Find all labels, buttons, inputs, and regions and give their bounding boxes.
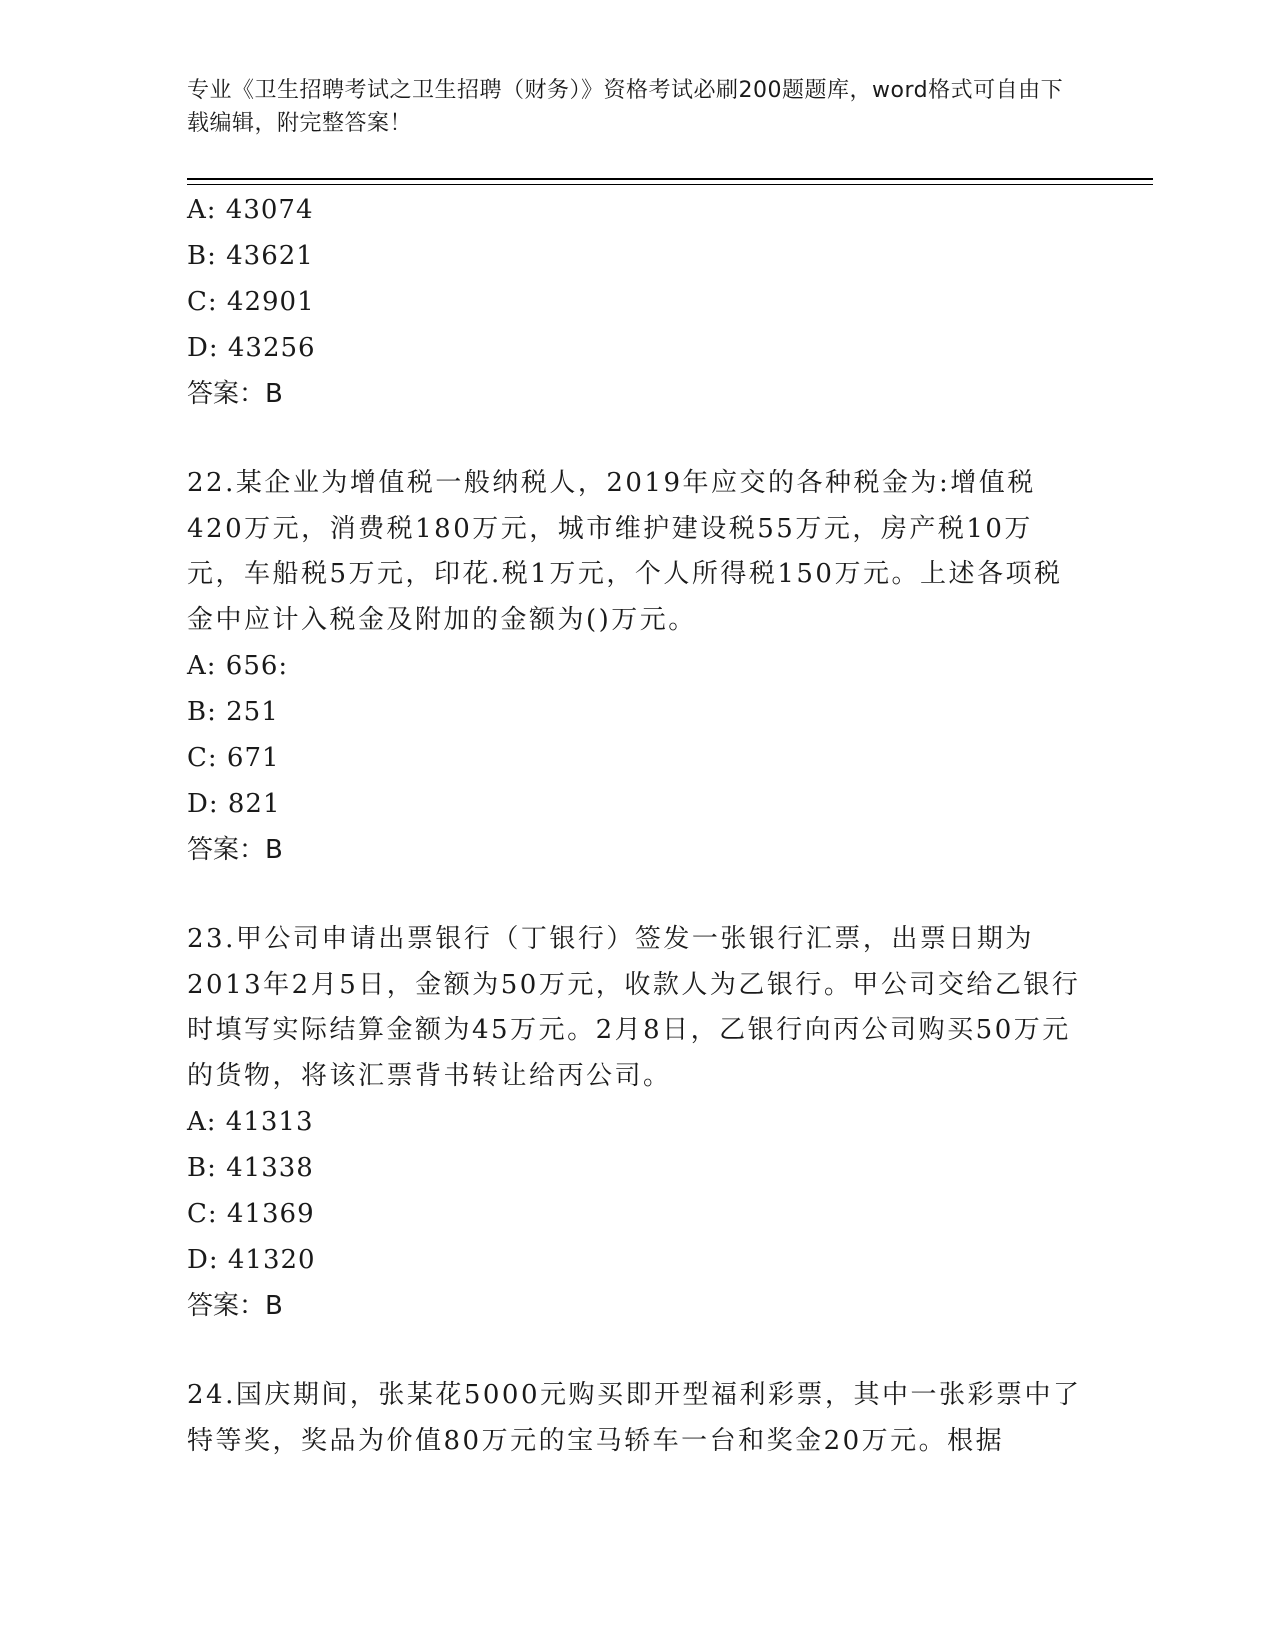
option-b: B: 43621 bbox=[187, 241, 314, 271]
question-block-23 bbox=[187, 917, 1087, 1329]
header-divider-thick bbox=[187, 178, 1153, 180]
option-d: D: 821 bbox=[187, 789, 281, 819]
option-a: A: 41313 bbox=[187, 1107, 314, 1137]
block-spacer bbox=[187, 873, 1087, 917]
question-text: 24.国庆期间，张某花5000元购买即开型福利彩票，其中一张彩票中了特等奖，奖品为价值80万元的宝马轿车一台和奖金20万元。根据 bbox=[187, 1380, 1082, 1456]
question-text: 22.某企业为增值税一般纳税人，2019年应交的各种税金为:增值税420万元，消费税180万元，城市维护建设税55万元，房产税10万元，车船税5万元，印花.税1万元，个人所得税150万元。上述各项税金中应计入税金及附加的金额为()万元。 bbox=[187, 468, 1063, 635]
option-a: A: 656: bbox=[187, 651, 289, 681]
question-text: 23.甲公司申请出票银行（丁银行）签发一张银行汇票，出票日期为2013年2月5日，金额为50万元，收款人为乙银行。甲公司交给乙银行时填写实际结算金额为45万元。2月8日，乙银行向丙公司购买50万元的货物，将该汇票背书转让给丙公司。 bbox=[187, 924, 1081, 1091]
option-c: C: 42901 bbox=[187, 287, 315, 317]
option-b: B: 41338 bbox=[187, 1153, 314, 1183]
question-block-21 bbox=[187, 187, 1087, 417]
question-list bbox=[187, 187, 1087, 1464]
option-d: D: 43256 bbox=[187, 333, 316, 363]
question-block-24 bbox=[187, 1373, 1087, 1464]
question-block-22 bbox=[187, 461, 1087, 873]
header-divider-thin bbox=[187, 184, 1153, 185]
answer-line: 答案：B bbox=[187, 379, 283, 409]
block-spacer bbox=[187, 417, 1087, 461]
option-b: B: 251 bbox=[187, 697, 279, 727]
option-c: C: 41369 bbox=[187, 1199, 315, 1229]
block-spacer bbox=[187, 1329, 1087, 1373]
option-a: A: 43074 bbox=[187, 195, 314, 225]
answer-line: 答案：B bbox=[187, 1291, 283, 1321]
document-header: 专业《卫生招聘考试之卫生招聘（财务）》资格考试必刷200题题库，word格式可自由下载编辑，附完整答案！ bbox=[187, 78, 1064, 136]
answer-line: 答案：B bbox=[187, 835, 283, 865]
option-c: C: 671 bbox=[187, 743, 280, 773]
option-d: D: 41320 bbox=[187, 1245, 316, 1275]
